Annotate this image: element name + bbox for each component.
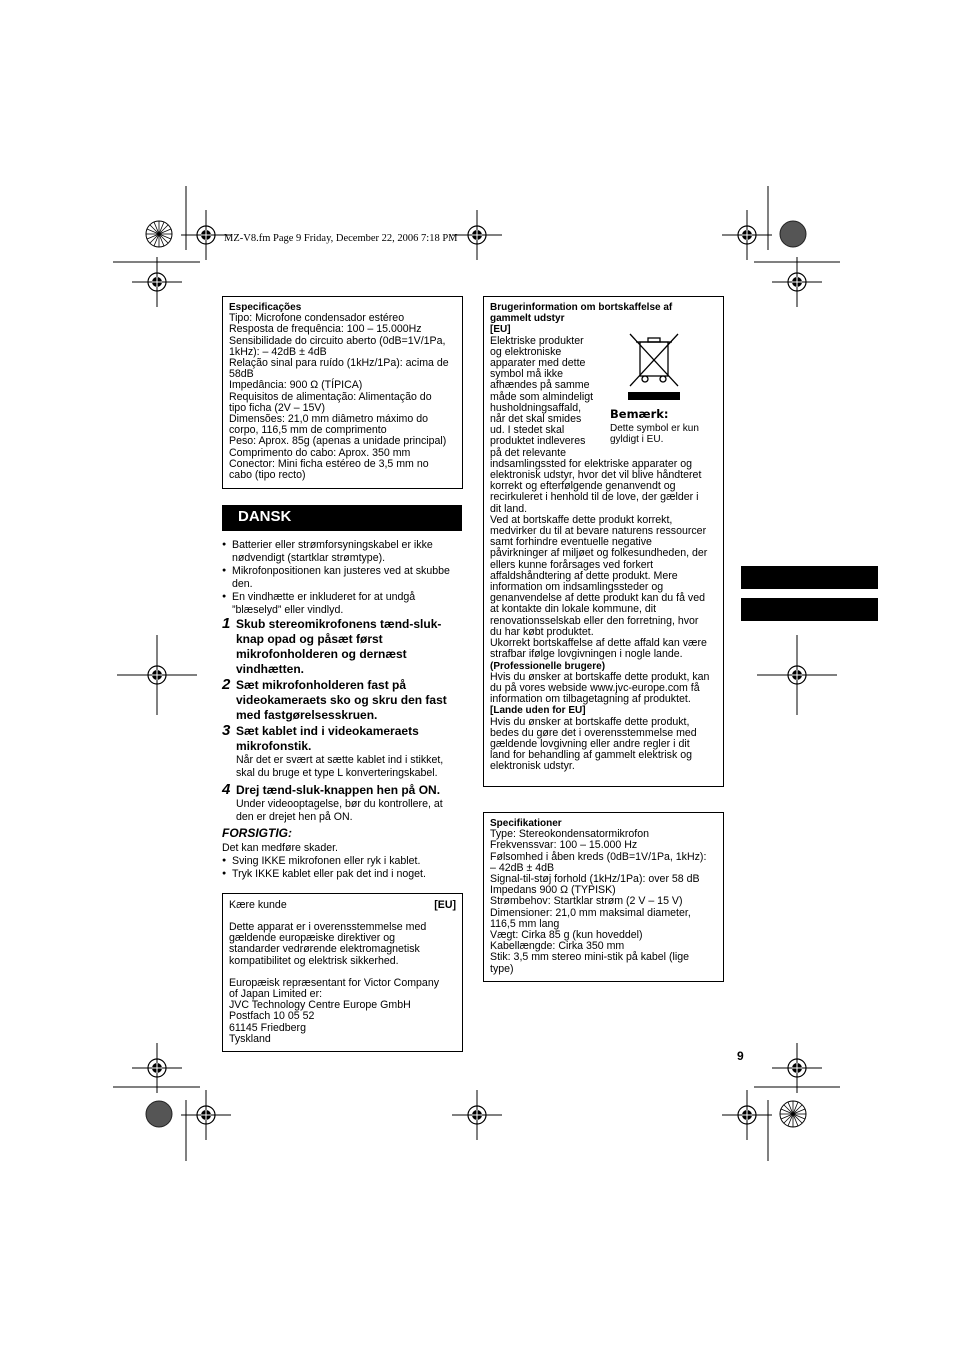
text-line: elektronisk udstyr. [490,760,575,773]
text-line: JVC Technology Centre Europe GmbH [229,999,411,1012]
note-text [610,423,720,445]
text-line: Ukorrekt bortskaffelse af dette affald kan være [490,637,707,650]
spec-line: Conector: Mini ficha estéreo de 3,5 mm no [229,457,429,470]
step-heading: med fastgørelsesskruen. [236,708,378,722]
spec-line: Impedância: 900 Ω (TÍPICA) [229,379,363,392]
caution-title: FORSIGTIG: [222,826,292,840]
spec-line: Tipo: Microfone condensador estéreo [229,312,405,325]
caution-text: Tryk IKKE kablet eller pak det ind i noget. [232,868,426,880]
text-line: strafbar ifølge lovgivningen i nogle lande. [490,648,683,661]
text-line: Postfach 10 05 52 [229,1010,315,1023]
step-number: 4 [222,781,231,798]
text-line: husholdningsaffald, [490,401,582,414]
spec-line: Impedans 900 Ω (TYPISK) [490,884,616,897]
spec-line: Requisitos de alimentação: Alimentação do [229,390,432,403]
step-item [222,724,462,780]
bullet-text: ”blæselyd” eller vindlyd. [232,603,344,616]
bullet-icon: ● [222,857,227,864]
text-line: måde som almindeligt [490,390,594,403]
text-line: information om tilbagetagning af produktet. [490,693,691,706]
da-specs-title: Specifikationer [490,818,562,829]
text-line: Elektriske produkter [490,334,584,347]
gray-circle-icon [145,1100,175,1130]
step-item [222,617,462,677]
spec-line: Kabellængde: Cirka 350 mm [490,940,625,953]
step-heading: Sæt kablet ind i videokameraets [236,724,419,738]
text-line: Ved at bortskaffe dette produkt korrekt, [490,513,673,526]
crossed-out-wheelie-bin-icon [610,330,720,406]
spec-line: Signal-til-støj forhold (1kHz/1Pa): over 58 dB [490,873,700,886]
pt-specs-lines [229,313,456,481]
spec-line: Dimensões: 21,0 mm diâmetro máximo do [229,413,429,426]
text-line: Europæisk repræsentant for Victor Company [229,976,440,989]
spec-line: Stik: 3,5 mm stereo mini-stik på kabel (lige [490,951,689,964]
spec-line: 116,5 mm lang [490,917,560,930]
spec-line: Følsomhed i åben kreds (0dB=1V/1Pa, 1kHz): [490,850,707,863]
pro-users-text [490,672,717,706]
bullet-icon: ● [222,870,227,877]
star-target-icon [145,220,175,250]
text-line: standarder vedrørende elektromagnetisk [229,943,420,956]
caution-item [222,868,460,881]
spec-line: 58dB [229,368,254,381]
gray-circle-icon [779,220,809,250]
text-line: ud. I stedet skal [490,424,565,437]
bullet-icon: ● [222,567,227,574]
text-line: bedes du gøre det i overensstemmelse med [490,726,697,739]
file-header: MZ-V8.fm Page 9 Friday, December 22, 2006 7:18 PM [224,233,458,244]
text-line: medvirker du til at bevare naturens ressourcer [490,525,707,538]
step-heading: videokameraets sko og skru den fast [236,693,447,707]
bullet-text: En vindhætte er inkluderet for at undgå [232,591,416,603]
bullet-icon: ● [222,541,227,548]
spec-line: Vægt: Cirka 85 g (kun hoveddel) [490,929,643,942]
step-note: Under videooptagelse, bør du kontrollere, at [236,798,443,810]
text-line: ellers kunne forårsages ved forkert [490,558,654,571]
text-line: du på vores webside www.jvc-europe.com få [490,681,700,694]
text-line: affaldshåndtering af dette produkt. Mere [490,569,678,582]
step-heading: Skub stereomikrofonens tænd-sluk- [236,617,442,631]
text-line: påvirkninger af miljøet og folkesundheden, der [490,547,708,560]
text-line: dit land. [490,502,528,515]
text-line: du har købt produktet. [490,625,594,638]
list-item [222,539,460,564]
text-line: Hvis du ønsker at bortskaffe dette produkt, kan [490,670,710,683]
text-line: 61145 Friedberg [229,1021,306,1034]
pro-users-title: (Professionelle brugere) [490,660,606,672]
text-line: når det skal smides [490,413,582,426]
caution-intro: Det kan medføre skader. [222,842,338,854]
text-line: gyldigt i EU. [610,434,664,446]
text-line: kompatibilitet og elektrisk sikkerhed. [229,954,399,967]
text-line: på det relevante [490,446,566,459]
da-specs-lines [490,829,717,975]
disposal-title [490,302,717,324]
step-note: den er drejet hen på ON. [236,811,353,823]
spec-line: Dimensioner: 21,0 mm maksimal diameter, [490,906,691,919]
disposal-box [483,296,724,787]
step-item [222,678,462,723]
step-number: 3 [222,722,231,739]
eu-greeting: Kære kunde [229,899,287,911]
title-line: Brugerinformation om bortskaffelse af [490,302,673,313]
pt-specs-box [222,296,463,489]
pt-specs-title: Especificações [229,302,302,313]
spec-line: Peso: Aprox. 85g (apenas a unidade principal) [229,435,447,448]
spec-line: Relação sinal para ruído (1kHz/1Pa): acima de [229,357,449,370]
spec-line: type) [490,962,514,975]
bullet-text: nødvendigt (startklar strømtype). [232,551,386,564]
text-line: samt forhindre eventuelle negative [490,536,652,549]
disposal-narrow-text [490,336,608,459]
step-heading: vindhætten. [236,662,304,676]
section-title: DANSK [222,505,462,531]
text-line: Dette apparat er i overensstemmelse med [229,921,427,933]
spec-line: corpo, 116,5 mm de comprimento [229,424,387,437]
da-specs-box [483,812,724,982]
step-note: Når det er svært at sætte kablet ind i stikket, [236,754,444,766]
text-line: renovationsselskab eller den forretning, hvor [490,614,699,627]
text-line: afhændes på samme [490,379,590,392]
eu-tag: [EU] [434,899,456,911]
text-line: produktet indleveres [490,435,586,448]
spec-line: Sensibilidade do circuito aberto (0dB=1V/1Pa, [229,334,446,347]
disposal-wide-text [490,459,717,661]
disposal-eu-tag: [EU] [490,324,511,336]
star-target-icon [779,1100,809,1130]
text-line: gældende lovgivning eller andre regler i dit [490,737,690,750]
spec-line: Resposta de frequência: 100 – 15.000Hz [229,323,422,336]
title-line: gammelt udstyr [490,313,565,325]
text-line: korrekt og efterfølgende genanvendt og [490,480,676,493]
step-heading: Sæt mikrofonholderen fast på [236,678,407,692]
text-line: information om indsamlingssteder og [490,581,664,594]
eu-paragraph-2 [229,978,456,1045]
text-line: Tyskland [229,1032,271,1045]
spec-line: – 42dB ± 4dB [490,861,555,874]
step-heading: knap opad og påsæt først [236,632,383,646]
step-heading: Drej tænd-sluk-knappen hen på ON. [236,783,441,797]
eu-paragraph-1 [229,922,456,967]
spec-line: tipo ficha (2V – 15V) [229,401,325,414]
caution-item [222,855,460,868]
text-line: og elektroniske [490,345,562,358]
spec-line: cabo (tipo recto) [229,469,306,482]
text-line: land for behandling af gammelt elektrisk og [490,749,692,762]
text-line: indsamlingssted for elektriske apparater og [490,457,692,470]
side-tab-2 [741,598,878,621]
text-line: genanvendelse af dette produkt kan du få ved [490,592,705,605]
note-title: Bemærk: [610,406,669,421]
non-eu-title: [Lande uden for EU] [490,705,586,717]
page-number: 9 [737,1049,744,1063]
non-eu-text [490,717,717,773]
step-heading: mikrofonstik. [236,739,312,753]
text-line: at kontakte din lokale kommune, dit [490,603,657,616]
spec-line: Frekvenssvar: 100 – 15.000 Hz [490,839,638,852]
side-tab-1 [741,566,878,589]
text-line: of Japan Limited er: [229,988,323,1001]
text-line: recirkuleret i henhold til de love, der gælder i [490,491,699,504]
text-line: elektronisk udstyr, hvor det vil blive håndteret [490,469,702,482]
list-item [222,591,460,616]
step-number: 1 [222,615,231,632]
text-line: apparater med dette [490,357,586,370]
text-line: Hvis du ønsker at bortskaffe dette produkt, [490,715,690,728]
bullet-icon: ● [222,593,227,600]
bullet-text: Batterier eller strømforsyningskabel er ikke [232,539,433,551]
step-item [222,783,462,824]
eu-notice-box [222,893,463,1052]
caution-text: Sving IKKE mikrofonen eller ryk i kablet. [232,855,421,867]
spec-line: Type: Stereokondensatormikrofon [490,828,649,841]
bullet-text: den. [232,577,253,590]
step-number: 2 [222,676,231,693]
text-line: Dette symbol er kun [610,423,699,435]
text-line: symbol må ikke [490,368,563,381]
spec-line: Strømbehov: Startklar strøm (2 V – 15 V) [490,895,683,908]
text-line: gældende europæiske direktiver og [229,932,396,945]
spec-line: 1kHz): – 42dB ± 4dB [229,345,327,358]
step-heading: mikrofonholderen og dernæst [236,647,407,661]
spec-line: Comprimento do cabo: Aprox. 350 mm [229,446,411,459]
list-item [222,565,460,590]
step-note: skal du bruge et type L konverteringskabel. [236,767,438,779]
bullet-text: Mikrofonpositionen kan justeres ved at skubbe [232,565,450,577]
